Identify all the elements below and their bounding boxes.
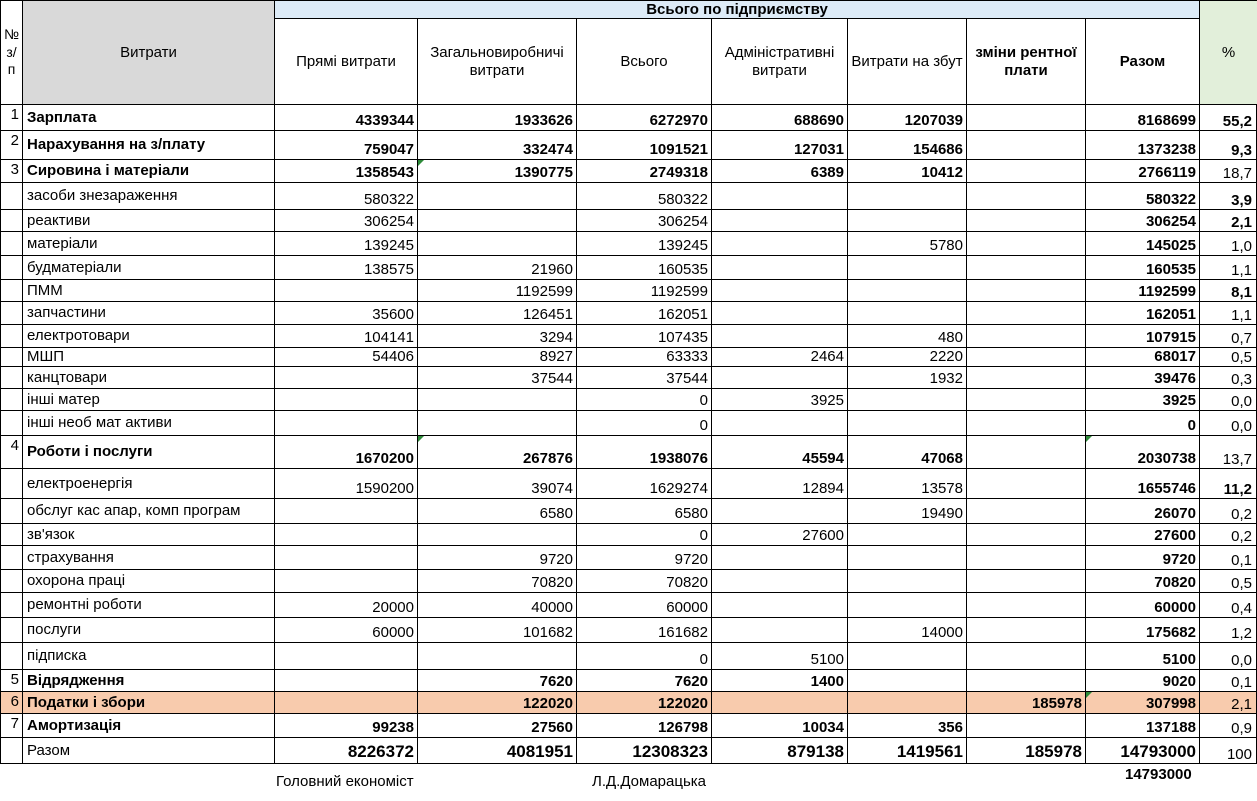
value-cell[interactable]: 2030738 — [1086, 436, 1200, 469]
value-cell[interactable] — [275, 670, 418, 692]
value-cell[interactable]: 332474 — [418, 131, 577, 160]
value-cell[interactable] — [967, 105, 1086, 131]
row-number[interactable]: 7 — [0, 714, 23, 738]
percent-cell[interactable]: 11,2 — [1200, 469, 1257, 499]
value-cell[interactable] — [712, 618, 848, 643]
percent-cell[interactable]: 0,5 — [1200, 570, 1257, 593]
value-cell[interactable] — [275, 499, 418, 524]
value-cell[interactable] — [848, 302, 967, 325]
value-cell[interactable]: 9020 — [1086, 670, 1200, 692]
value-cell[interactable]: 8168699 — [1086, 105, 1200, 131]
percent-cell[interactable]: 0,0 — [1200, 411, 1257, 436]
value-cell[interactable] — [967, 546, 1086, 570]
value-cell[interactable]: 1670200 — [275, 436, 418, 469]
value-cell[interactable] — [848, 280, 967, 302]
value-cell[interactable]: 2464 — [712, 348, 848, 367]
percent-cell[interactable]: 0,1 — [1200, 546, 1257, 570]
row-number[interactable]: 4 — [0, 436, 23, 469]
value-cell[interactable]: 9720 — [418, 546, 577, 570]
value-cell[interactable] — [967, 643, 1086, 670]
value-cell[interactable]: 1938076 — [577, 436, 712, 469]
value-cell[interactable]: 879138 — [712, 738, 848, 764]
value-cell[interactable]: 175682 — [1086, 618, 1200, 643]
value-cell[interactable]: 154686 — [848, 131, 967, 160]
value-cell[interactable]: 162051 — [1086, 302, 1200, 325]
value-cell[interactable]: 160535 — [1086, 256, 1200, 280]
value-cell[interactable] — [275, 411, 418, 436]
value-cell[interactable]: 7620 — [418, 670, 577, 692]
value-cell[interactable]: 37544 — [418, 367, 577, 389]
value-cell[interactable]: 4081951 — [418, 738, 577, 764]
row-number[interactable] — [0, 593, 23, 618]
value-cell[interactable]: 185978 — [967, 692, 1086, 714]
percent-cell[interactable]: 1,1 — [1200, 302, 1257, 325]
percent-cell[interactable]: 0,9 — [1200, 714, 1257, 738]
row-label[interactable]: Роботи і послуги — [23, 436, 275, 469]
value-cell[interactable]: 307998 — [1086, 692, 1200, 714]
value-cell[interactable]: 27600 — [1086, 524, 1200, 546]
value-cell[interactable] — [418, 210, 577, 232]
row-label[interactable]: Нарахування на з/плату — [23, 131, 275, 160]
row-label[interactable]: обслуг кас апар, комп програм — [23, 499, 275, 524]
value-cell[interactable] — [967, 160, 1086, 183]
row-label[interactable]: засоби знезараження — [23, 183, 275, 210]
value-cell[interactable]: 306254 — [275, 210, 418, 232]
row-number[interactable] — [0, 499, 23, 524]
row-number[interactable] — [0, 210, 23, 232]
value-cell[interactable] — [275, 389, 418, 411]
value-cell[interactable]: 14000 — [848, 618, 967, 643]
value-cell[interactable] — [967, 367, 1086, 389]
value-cell[interactable]: 145025 — [1086, 232, 1200, 256]
value-cell[interactable]: 26070 — [1086, 499, 1200, 524]
value-cell[interactable]: 10034 — [712, 714, 848, 738]
percent-cell[interactable]: 0,1 — [1200, 670, 1257, 692]
row-label[interactable]: матеріали — [23, 232, 275, 256]
value-cell[interactable] — [418, 389, 577, 411]
value-cell[interactable] — [967, 348, 1086, 367]
row-label[interactable]: Разом — [23, 738, 275, 764]
percent-cell[interactable]: 1,1 — [1200, 256, 1257, 280]
percent-cell[interactable]: 18,7 — [1200, 160, 1257, 183]
value-cell[interactable] — [712, 570, 848, 593]
value-cell[interactable] — [848, 570, 967, 593]
value-cell[interactable]: 480 — [848, 325, 967, 348]
value-cell[interactable]: 1358543 — [275, 160, 418, 183]
value-cell[interactable]: 139245 — [577, 232, 712, 256]
value-cell[interactable]: 6272970 — [577, 105, 712, 131]
value-cell[interactable]: 9720 — [1086, 546, 1200, 570]
value-cell[interactable] — [967, 411, 1086, 436]
row-number[interactable]: 6 — [0, 692, 23, 714]
value-cell[interactable] — [967, 499, 1086, 524]
value-cell[interactable]: 267876 — [418, 436, 577, 469]
value-cell[interactable]: 6580 — [577, 499, 712, 524]
header-percent[interactable]: % — [1200, 0, 1257, 105]
value-cell[interactable] — [848, 524, 967, 546]
value-cell[interactable] — [967, 325, 1086, 348]
value-cell[interactable]: 1192599 — [577, 280, 712, 302]
value-cell[interactable]: 13578 — [848, 469, 967, 499]
value-cell[interactable] — [967, 670, 1086, 692]
value-cell[interactable]: 126451 — [418, 302, 577, 325]
value-cell[interactable] — [712, 256, 848, 280]
percent-cell[interactable]: 13,7 — [1200, 436, 1257, 469]
value-cell[interactable]: 70820 — [418, 570, 577, 593]
percent-cell[interactable]: 0,0 — [1200, 389, 1257, 411]
value-cell[interactable] — [275, 692, 418, 714]
row-number[interactable] — [0, 618, 23, 643]
value-cell[interactable]: 21960 — [418, 256, 577, 280]
value-cell[interactable]: 160535 — [577, 256, 712, 280]
value-cell[interactable] — [275, 524, 418, 546]
value-cell[interactable] — [967, 256, 1086, 280]
value-cell[interactable]: 8226372 — [275, 738, 418, 764]
value-cell[interactable]: 137188 — [1086, 714, 1200, 738]
value-cell[interactable]: 9720 — [577, 546, 712, 570]
value-cell[interactable]: 1419561 — [848, 738, 967, 764]
value-cell[interactable] — [967, 570, 1086, 593]
value-cell[interactable] — [967, 232, 1086, 256]
value-cell[interactable]: 138575 — [275, 256, 418, 280]
row-label[interactable]: Сировина і матеріали — [23, 160, 275, 183]
value-cell[interactable]: 306254 — [577, 210, 712, 232]
value-cell[interactable] — [967, 469, 1086, 499]
value-cell[interactable] — [848, 256, 967, 280]
header-group-total[interactable]: Всього по підприємству — [275, 0, 1200, 19]
value-cell[interactable]: 20000 — [275, 593, 418, 618]
value-cell[interactable]: 0 — [577, 389, 712, 411]
value-cell[interactable] — [712, 367, 848, 389]
percent-cell[interactable]: 9,3 — [1200, 131, 1257, 160]
row-label[interactable]: інші необ мат активи — [23, 411, 275, 436]
value-cell[interactable]: 2749318 — [577, 160, 712, 183]
percent-cell[interactable]: 8,1 — [1200, 280, 1257, 302]
value-cell[interactable]: 5100 — [712, 643, 848, 670]
percent-cell[interactable]: 55,2 — [1200, 105, 1257, 131]
value-cell[interactable] — [275, 570, 418, 593]
value-cell[interactable]: 40000 — [418, 593, 577, 618]
value-cell[interactable] — [275, 643, 418, 670]
row-label[interactable]: канцтовари — [23, 367, 275, 389]
value-cell[interactable]: 1932 — [848, 367, 967, 389]
row-label[interactable]: Податки і збори — [23, 692, 275, 714]
value-cell[interactable] — [848, 210, 967, 232]
value-cell[interactable]: 60000 — [1086, 593, 1200, 618]
value-cell[interactable]: 3925 — [1086, 389, 1200, 411]
value-cell[interactable]: 8927 — [418, 348, 577, 367]
value-cell[interactable]: 356 — [848, 714, 967, 738]
column-header[interactable]: Загальновиробничі витрати — [418, 19, 577, 105]
value-cell[interactable] — [848, 183, 967, 210]
row-number[interactable] — [0, 546, 23, 570]
row-label[interactable]: електротовари — [23, 325, 275, 348]
value-cell[interactable] — [967, 389, 1086, 411]
column-header[interactable]: зміни рентної плати — [967, 19, 1086, 105]
value-cell[interactable]: 1655746 — [1086, 469, 1200, 499]
row-number[interactable] — [0, 570, 23, 593]
value-cell[interactable]: 19490 — [848, 499, 967, 524]
value-cell[interactable] — [967, 593, 1086, 618]
row-number[interactable] — [0, 524, 23, 546]
row-number[interactable]: 2 — [0, 131, 23, 160]
value-cell[interactable]: 60000 — [275, 618, 418, 643]
percent-cell[interactable]: 3,9 — [1200, 183, 1257, 210]
value-cell[interactable]: 1373238 — [1086, 131, 1200, 160]
value-cell[interactable] — [967, 436, 1086, 469]
value-cell[interactable]: 0 — [577, 524, 712, 546]
value-cell[interactable] — [712, 302, 848, 325]
value-cell[interactable]: 580322 — [1086, 183, 1200, 210]
value-cell[interactable]: 580322 — [577, 183, 712, 210]
value-cell[interactable] — [418, 183, 577, 210]
row-label[interactable]: ПММ — [23, 280, 275, 302]
percent-cell[interactable]: 2,1 — [1200, 210, 1257, 232]
value-cell[interactable]: 3294 — [418, 325, 577, 348]
percent-cell[interactable]: 0,2 — [1200, 524, 1257, 546]
value-cell[interactable]: 70820 — [1086, 570, 1200, 593]
value-cell[interactable] — [712, 325, 848, 348]
value-cell[interactable]: 6580 — [418, 499, 577, 524]
value-cell[interactable] — [967, 183, 1086, 210]
value-cell[interactable]: 162051 — [577, 302, 712, 325]
value-cell[interactable]: 1629274 — [577, 469, 712, 499]
row-label[interactable]: охорона праці — [23, 570, 275, 593]
value-cell[interactable] — [967, 524, 1086, 546]
percent-cell[interactable]: 0,5 — [1200, 348, 1257, 367]
value-cell[interactable]: 0 — [1086, 411, 1200, 436]
value-cell[interactable] — [275, 280, 418, 302]
value-cell[interactable] — [712, 692, 848, 714]
value-cell[interactable]: 1192599 — [1086, 280, 1200, 302]
value-cell[interactable] — [848, 643, 967, 670]
row-label[interactable]: МШП — [23, 348, 275, 367]
value-cell[interactable]: 122020 — [577, 692, 712, 714]
value-cell[interactable]: 580322 — [275, 183, 418, 210]
value-cell[interactable]: 60000 — [577, 593, 712, 618]
footer-total: 14793000 — [1125, 766, 1192, 783]
value-cell[interactable]: 99238 — [275, 714, 418, 738]
value-cell[interactable]: 14793000 — [1086, 738, 1200, 764]
row-label[interactable]: Амортизація — [23, 714, 275, 738]
percent-cell[interactable]: 0,7 — [1200, 325, 1257, 348]
row-label[interactable]: страхування — [23, 546, 275, 570]
row-number[interactable] — [0, 738, 23, 764]
value-cell[interactable] — [848, 692, 967, 714]
value-cell[interactable]: 10412 — [848, 160, 967, 183]
row-label[interactable]: зв'язок — [23, 524, 275, 546]
value-cell[interactable]: 1207039 — [848, 105, 967, 131]
value-cell[interactable] — [418, 232, 577, 256]
percent-cell[interactable]: 0,4 — [1200, 593, 1257, 618]
value-cell[interactable]: 63333 — [577, 348, 712, 367]
value-cell[interactable] — [967, 618, 1086, 643]
value-cell[interactable] — [712, 593, 848, 618]
value-cell[interactable]: 107435 — [577, 325, 712, 348]
value-cell[interactable]: 107915 — [1086, 325, 1200, 348]
value-cell[interactable]: 35600 — [275, 302, 418, 325]
value-cell[interactable]: 2766119 — [1086, 160, 1200, 183]
footer-position: Головний економіст — [276, 773, 414, 790]
row-number[interactable] — [0, 232, 23, 256]
percent-cell[interactable]: 2,1 — [1200, 692, 1257, 714]
column-header[interactable]: Адміністративні витрати — [712, 19, 848, 105]
value-cell[interactable]: 1400 — [712, 670, 848, 692]
value-cell[interactable]: 5100 — [1086, 643, 1200, 670]
percent-cell[interactable]: 100 — [1200, 738, 1257, 764]
value-cell[interactable] — [712, 183, 848, 210]
value-cell[interactable] — [712, 546, 848, 570]
value-cell[interactable]: 39074 — [418, 469, 577, 499]
percent-cell[interactable]: 0,3 — [1200, 367, 1257, 389]
value-cell[interactable] — [418, 524, 577, 546]
row-number[interactable] — [0, 469, 23, 499]
row-number[interactable]: 3 — [0, 160, 23, 183]
row-number[interactable] — [0, 183, 23, 210]
value-cell[interactable]: 104141 — [275, 325, 418, 348]
value-cell[interactable]: 12894 — [712, 469, 848, 499]
value-cell[interactable]: 306254 — [1086, 210, 1200, 232]
value-cell[interactable] — [848, 546, 967, 570]
row-label[interactable]: електроенергія — [23, 469, 275, 499]
value-cell[interactable]: 0 — [577, 643, 712, 670]
row-label[interactable]: будматеріали — [23, 256, 275, 280]
value-cell[interactable]: 12308323 — [577, 738, 712, 764]
value-cell[interactable]: 139245 — [275, 232, 418, 256]
header-row-number[interactable]: № з/ п — [0, 0, 23, 105]
value-cell[interactable] — [848, 593, 967, 618]
value-cell[interactable] — [275, 546, 418, 570]
value-cell[interactable]: 1590200 — [275, 469, 418, 499]
value-cell[interactable]: 37544 — [577, 367, 712, 389]
value-cell[interactable]: 1192599 — [418, 280, 577, 302]
percent-cell[interactable]: 1,0 — [1200, 232, 1257, 256]
value-cell[interactable] — [967, 131, 1086, 160]
row-label[interactable]: підписка — [23, 643, 275, 670]
value-cell[interactable] — [848, 389, 967, 411]
row-number[interactable]: 1 — [0, 105, 23, 131]
value-cell[interactable]: 6389 — [712, 160, 848, 183]
value-cell[interactable]: 3925 — [712, 389, 848, 411]
value-cell[interactable]: 127031 — [712, 131, 848, 160]
row-number[interactable] — [0, 348, 23, 367]
percent-cell[interactable]: 0,2 — [1200, 499, 1257, 524]
row-number[interactable] — [0, 325, 23, 348]
column-header[interactable]: Всього — [577, 19, 712, 105]
value-cell[interactable]: 161682 — [577, 618, 712, 643]
value-cell[interactable]: 70820 — [577, 570, 712, 593]
row-number[interactable] — [0, 302, 23, 325]
column-header[interactable]: Разом — [1086, 19, 1200, 105]
value-cell[interactable]: 27600 — [712, 524, 848, 546]
percent-cell[interactable]: 0,0 — [1200, 643, 1257, 670]
value-cell[interactable]: 39476 — [1086, 367, 1200, 389]
value-cell[interactable] — [967, 210, 1086, 232]
value-cell[interactable]: 1091521 — [577, 131, 712, 160]
column-header[interactable]: Прямі витрати — [275, 19, 418, 105]
value-cell[interactable] — [275, 367, 418, 389]
row-label[interactable]: ремонтні роботи — [23, 593, 275, 618]
value-cell[interactable] — [712, 280, 848, 302]
column-header[interactable]: Витрати на збут — [848, 19, 967, 105]
value-cell[interactable]: 5780 — [848, 232, 967, 256]
value-cell[interactable] — [848, 411, 967, 436]
row-label[interactable]: інші матер — [23, 389, 275, 411]
value-cell[interactable]: 1390775 — [418, 160, 577, 183]
row-label[interactable]: послуги — [23, 618, 275, 643]
value-cell[interactable] — [967, 280, 1086, 302]
value-cell[interactable] — [712, 411, 848, 436]
value-cell[interactable]: 185978 — [967, 738, 1086, 764]
value-cell[interactable]: 47068 — [848, 436, 967, 469]
value-cell[interactable]: 45594 — [712, 436, 848, 469]
percent-cell[interactable]: 1,2 — [1200, 618, 1257, 643]
value-cell[interactable] — [967, 302, 1086, 325]
value-cell[interactable] — [848, 670, 967, 692]
value-cell[interactable]: 688690 — [712, 105, 848, 131]
value-cell[interactable] — [712, 232, 848, 256]
value-cell[interactable]: 122020 — [418, 692, 577, 714]
row-number[interactable] — [0, 643, 23, 670]
value-cell[interactable] — [418, 411, 577, 436]
value-cell[interactable]: 1933626 — [418, 105, 577, 131]
row-number[interactable] — [0, 256, 23, 280]
value-cell[interactable] — [712, 499, 848, 524]
row-label[interactable]: Зарплата — [23, 105, 275, 131]
row-label[interactable]: Відрядження — [23, 670, 275, 692]
value-cell[interactable] — [967, 714, 1086, 738]
value-cell[interactable]: 54406 — [275, 348, 418, 367]
footer-person: Л.Д.Домарацька — [592, 773, 706, 790]
value-cell[interactable]: 4339344 — [275, 105, 418, 131]
value-cell[interactable]: 2220 — [848, 348, 967, 367]
row-number[interactable] — [0, 280, 23, 302]
row-number[interactable] — [0, 389, 23, 411]
value-cell[interactable]: 101682 — [418, 618, 577, 643]
value-cell[interactable] — [712, 210, 848, 232]
header-expenses[interactable]: Витрати — [23, 0, 275, 105]
value-cell[interactable] — [418, 643, 577, 670]
row-label[interactable]: реактиви — [23, 210, 275, 232]
row-number[interactable] — [0, 411, 23, 436]
row-number[interactable]: 5 — [0, 670, 23, 692]
row-number[interactable] — [0, 367, 23, 389]
value-cell[interactable]: 0 — [577, 411, 712, 436]
value-cell[interactable]: 27560 — [418, 714, 577, 738]
value-cell[interactable]: 126798 — [577, 714, 712, 738]
value-cell[interactable]: 68017 — [1086, 348, 1200, 367]
value-cell[interactable]: 759047 — [275, 131, 418, 160]
row-label[interactable]: запчастини — [23, 302, 275, 325]
value-cell[interactable]: 7620 — [577, 670, 712, 692]
